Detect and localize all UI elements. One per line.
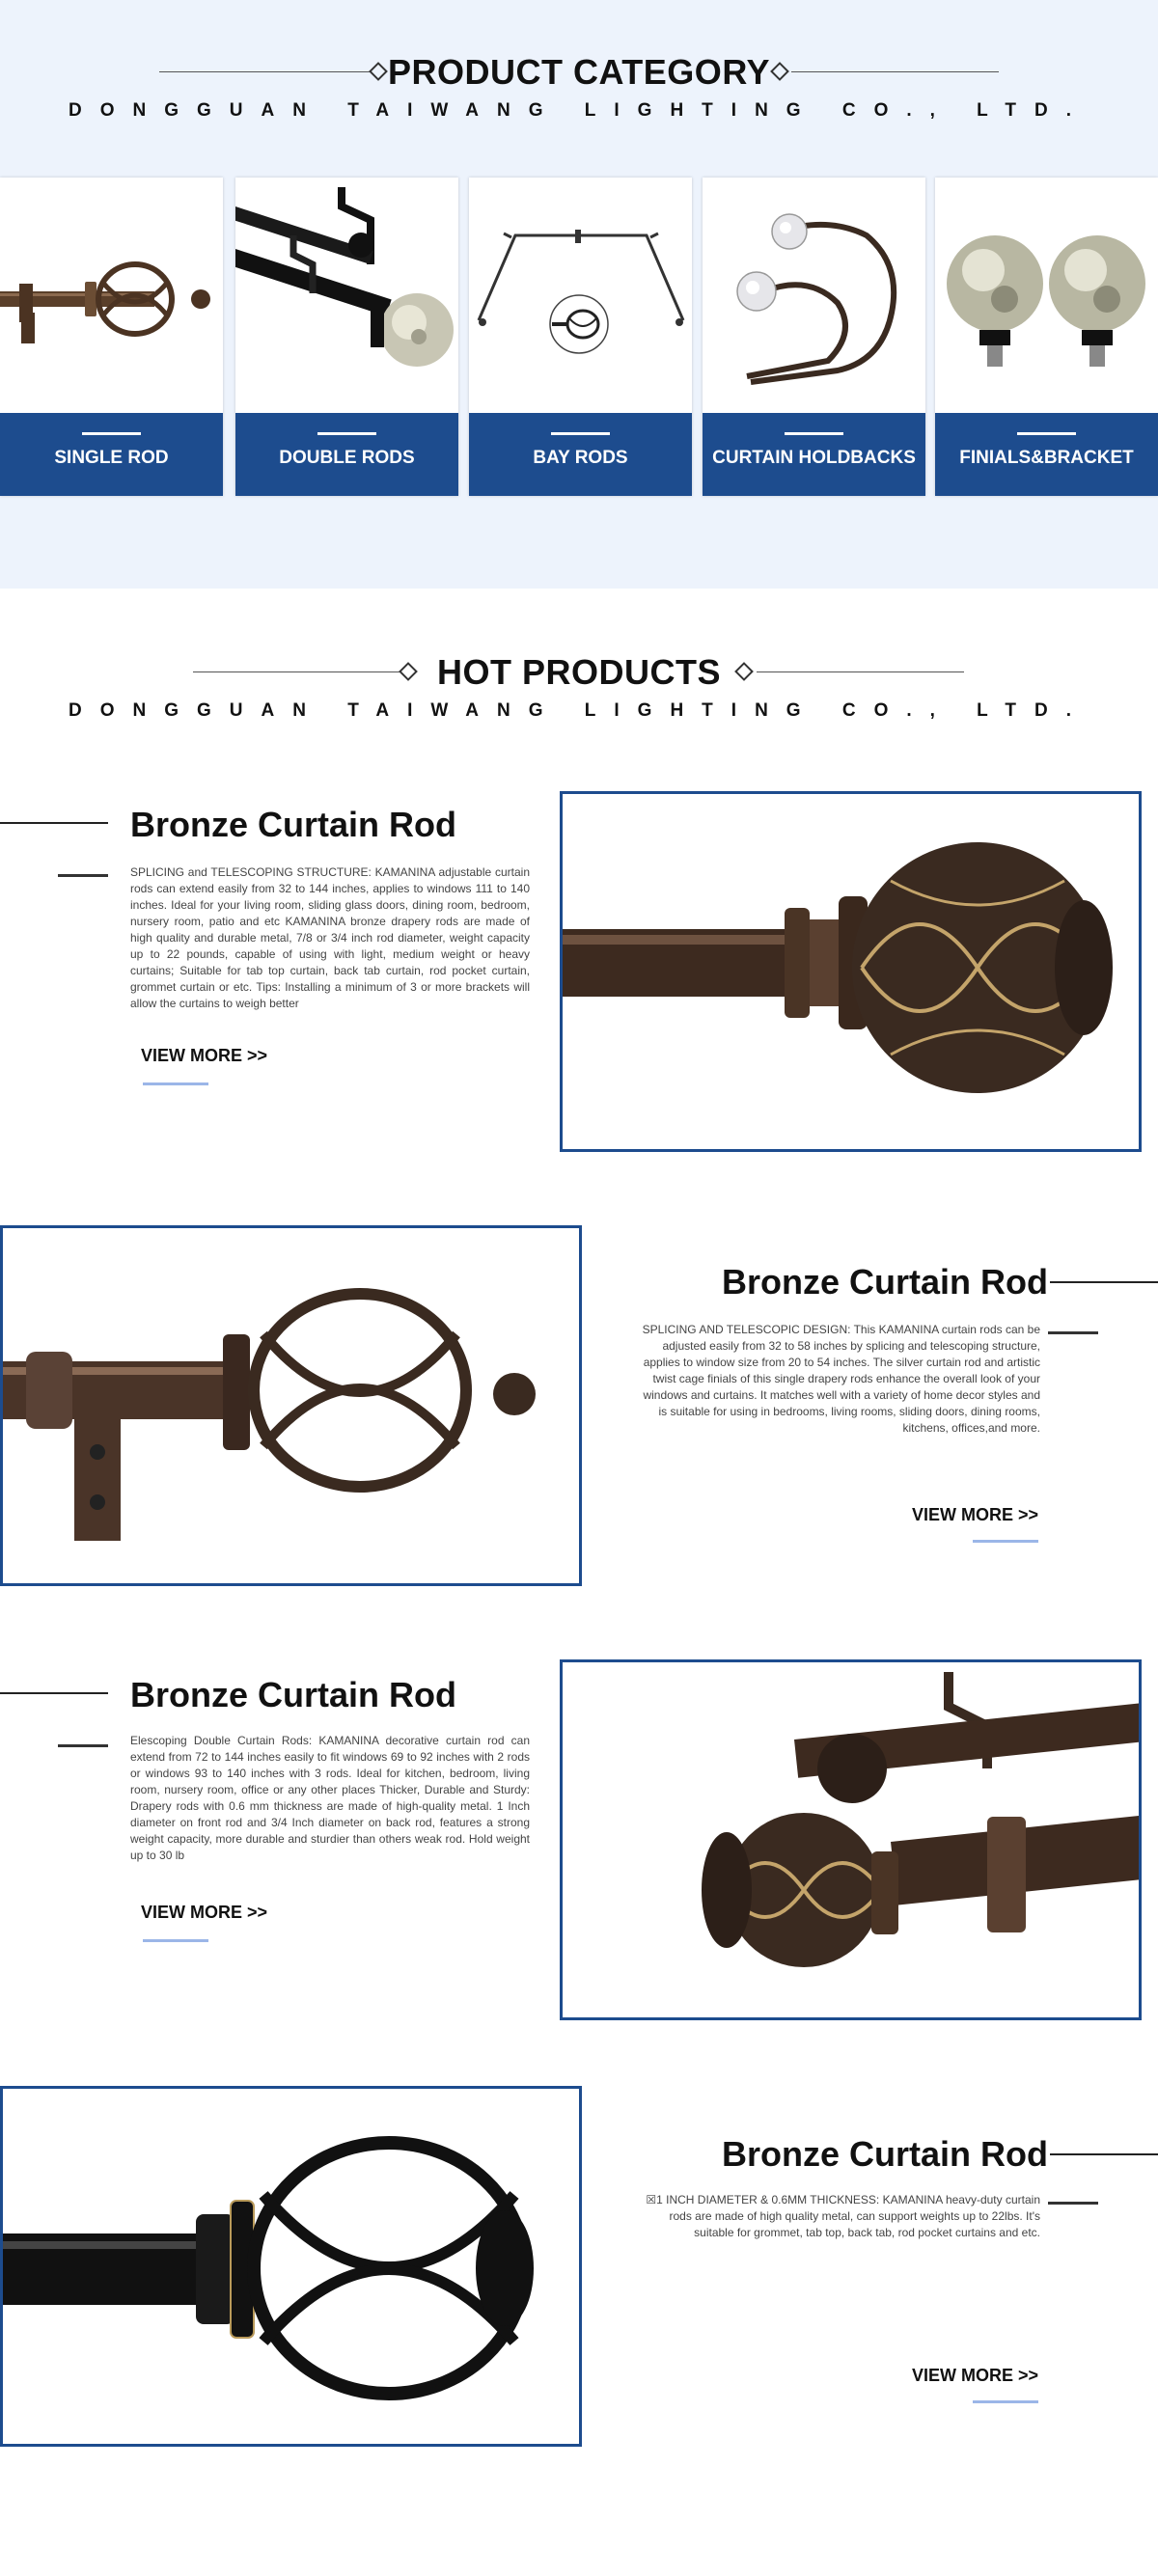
title-accent-line xyxy=(0,1692,108,1694)
view-more-underline xyxy=(973,2400,1038,2403)
bar-divider xyxy=(551,432,610,435)
hot-products-subtitle: DONGGUAN TAIWANG LIGHTING CO., LTD. xyxy=(69,700,1089,721)
product-description: Elescoping Double Curtain Rods: KAMANINA decorative curtain rod can extend from 72 to 144 inches easily to fit windows 69 to 92 inches with 2 rods or windows 93 to 140 inches with 3 rods. Ideal for kitchen, bedroom, living room, nursery room, office or any other places Thicker, Durable and Sturdy: Drapery rods with 0.6 mm thickness are made of high-quality metal. 1 Inch diameter on front rod and 3/4 Inch diameter on back rod, features a strong weight capacity, more durable and sturdier than others weak rod. Hold weight up to 30 lb xyxy=(130,1734,530,1862)
product-image-frame[interactable] xyxy=(0,1225,582,1586)
desc-accent-line xyxy=(1048,1331,1098,1334)
product-image-frame[interactable] xyxy=(560,791,1142,1152)
title-accent-line xyxy=(1050,2153,1158,2155)
bar-divider xyxy=(1017,432,1076,435)
bar-divider xyxy=(785,432,843,435)
bronze-rod-image xyxy=(563,794,1139,1149)
category-card-double-rods[interactable] xyxy=(235,178,458,496)
view-more-link[interactable]: VIEW MORE >> xyxy=(141,1903,268,1922)
desc-accent-line xyxy=(58,1744,108,1747)
product-row-3 xyxy=(0,1659,1158,2026)
view-more-underline xyxy=(973,1540,1038,1543)
title-accent-line xyxy=(1050,1281,1158,1283)
product-description: SPLICING AND TELESCOPIC DESIGN: This KAMANINA curtain rods can be adjusted easily from 32 to 58 inches by splicing and telescoping structure, applies to window size from 20 to 54 inches. The silver curtain rod and artistic twist cage finials of this single drapery rods enhance the overall look of your windows and curtains. It matches well with a variety of home decor styles and is suitable for using in bedrooms, living rooms, sliding doors, dining rooms, kitchens, offices,and more. xyxy=(642,1323,1040,1435)
category-subtitle: DONGGUAN TAIWANG LIGHTING CO., LTD. xyxy=(69,100,1089,121)
double-rods-bar xyxy=(235,413,458,496)
bay-rods-bar xyxy=(469,413,692,496)
title-accent-line xyxy=(0,822,108,824)
desc-accent-line xyxy=(1048,2202,1098,2205)
single-rod-image xyxy=(0,178,223,413)
category-card-curtain-holdbacks[interactable] xyxy=(703,178,925,496)
product-title: Bronze Curtain Rod xyxy=(130,805,456,844)
curtain-holdbacks-bar xyxy=(703,413,925,496)
category-label-finials-bracket: FINIALS&BRACKET xyxy=(959,448,1134,468)
twist-cage-rod-image xyxy=(3,1228,579,1583)
product-description: SPLICING and TELESCOPING STRUCTURE: KAMANINA adjustable curtain rods can extend easily from 32 to 144 inches, applies to windows 111 to 140 inches. Ideal for your living room, sliding glass doors, dining room, bedroom, nursery room, patio and etc KAMANINA bronze drapery rods are made of high quality and durable metal, 7/8 or 3/4 inch rod diameter, weight capacity up to 22 pounds, capable of using with light, medium weight or heavy curtains; Suitable for tab top curtain, back tab curtain, rod pocket curtain, grommet curtain or etc. Tips: Installing a minimum of 3 or more brackets will allow the curtains to weigh better xyxy=(130,865,530,1010)
product-row-2 xyxy=(0,1225,1158,1592)
hot-products-title: HOT PRODUCTS xyxy=(437,652,721,692)
double-bronze-rod-image xyxy=(563,1662,1139,2017)
curtain-holdbacks-image xyxy=(703,178,925,413)
view-more-link[interactable]: VIEW MORE >> xyxy=(141,1046,268,1065)
category-title: PRODUCT CATEGORY xyxy=(387,52,770,92)
view-more-link[interactable]: VIEW MORE >> xyxy=(912,2366,1039,2385)
single-rod-bar xyxy=(0,413,223,496)
product-description: ☒1 INCH DIAMETER & 0.6MM THICKNESS: KAMANINA heavy-duty curtain rods are made of high quality metal, can support weights up to 22lbs. It's suitable for grommet, tab top, back tab, rod pocket curtains and etc. xyxy=(646,2193,1040,2239)
product-title: Bronze Curtain Rod xyxy=(722,2134,1048,2174)
view-more-underline xyxy=(143,1939,208,1942)
product-category-section xyxy=(0,0,1158,589)
category-label-bay-rods: BAY RODS xyxy=(533,448,628,468)
view-more-underline xyxy=(143,1082,208,1085)
product-image-frame[interactable] xyxy=(560,1659,1142,2020)
product-title: Bronze Curtain Rod xyxy=(130,1675,456,1714)
product-row-1 xyxy=(0,791,1158,1158)
black-cage-rod-image xyxy=(3,2089,579,2444)
finials-bracket-image xyxy=(935,178,1158,413)
bar-divider xyxy=(317,432,376,435)
product-row-4 xyxy=(0,2086,1158,2453)
category-cards xyxy=(0,178,1158,496)
view-more-link[interactable]: VIEW MORE >> xyxy=(912,1505,1039,1524)
desc-accent-line xyxy=(58,874,108,877)
double-rods-image xyxy=(235,178,458,413)
finials-bracket-bar xyxy=(935,413,1158,496)
category-card-single-rod[interactable] xyxy=(0,178,223,496)
category-label-curtain-holdbacks: CURTAIN HOLDBACKS xyxy=(712,448,916,468)
bay-rods-image xyxy=(469,178,692,413)
product-title: Bronze Curtain Rod xyxy=(722,1262,1048,1302)
category-card-bay-rods[interactable] xyxy=(469,178,692,496)
bar-divider xyxy=(82,432,141,435)
category-label-double-rods: DOUBLE RODS xyxy=(279,448,415,468)
product-image-frame[interactable] xyxy=(0,2086,582,2447)
category-card-finials-bracket[interactable] xyxy=(935,178,1158,496)
category-label-single-rod: SINGLE ROD xyxy=(54,448,169,468)
